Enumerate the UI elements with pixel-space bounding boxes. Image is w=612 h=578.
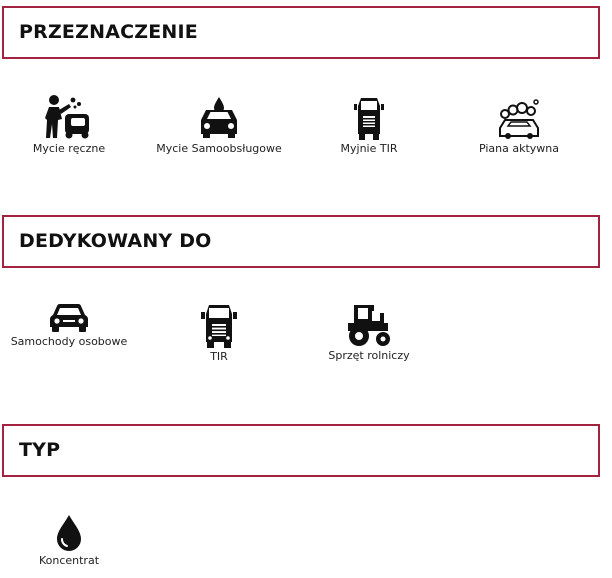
feature-label: Mycie ręczne bbox=[32, 142, 106, 155]
feature-tractor bbox=[294, 303, 444, 362]
passenger-car-icon bbox=[47, 303, 91, 333]
section-title: PRZEZNACZENIE bbox=[19, 21, 198, 43]
feature-passenger-car bbox=[0, 303, 144, 348]
section-header-przeznaczenie bbox=[2, 6, 600, 59]
feature-label: Myjnie TIR bbox=[340, 142, 398, 155]
feature-label: Samochody osobowe bbox=[10, 335, 128, 348]
feature-self-service-wash bbox=[144, 96, 294, 155]
section-header-dedykowany-do bbox=[2, 215, 600, 268]
self-service-wash-icon bbox=[197, 96, 241, 140]
tractor-icon bbox=[346, 303, 392, 347]
feature-label: TIR bbox=[210, 350, 228, 363]
feature-truck-wash bbox=[294, 96, 444, 155]
feature-truck bbox=[144, 304, 294, 363]
drop-icon bbox=[55, 514, 83, 552]
section-title: TYP bbox=[19, 439, 61, 461]
hand-wash-icon bbox=[43, 94, 95, 140]
truck-icon bbox=[200, 304, 238, 348]
section-header-typ bbox=[2, 424, 600, 477]
feature-label: Koncentrat bbox=[38, 554, 100, 567]
truck-wash-icon bbox=[354, 96, 384, 140]
feature-label: Piana aktywna bbox=[478, 142, 560, 155]
feature-hand-wash bbox=[0, 94, 144, 155]
feature-concentrate bbox=[0, 514, 144, 567]
feature-label: Sprzęt rolniczy bbox=[328, 349, 410, 362]
active-foam-icon bbox=[497, 96, 541, 140]
feature-label: Mycie Samoobsługowe bbox=[156, 142, 282, 155]
section-title: DEDYKOWANY DO bbox=[19, 230, 212, 252]
feature-active-foam bbox=[444, 96, 594, 155]
